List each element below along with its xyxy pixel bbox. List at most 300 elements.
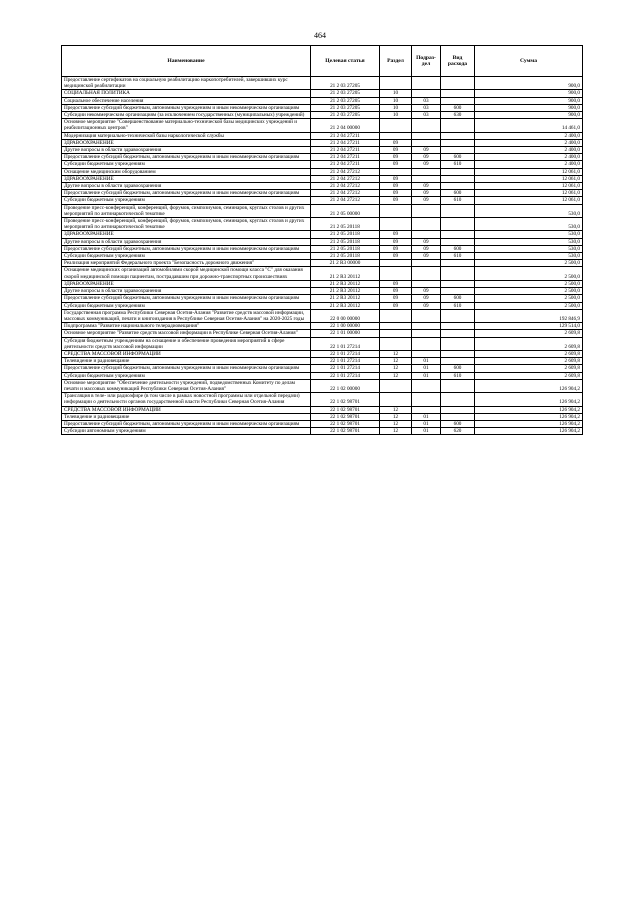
- cell-section: 09: [380, 175, 412, 182]
- cell-section: [380, 323, 412, 330]
- cell-amount: 2 400,0: [475, 139, 583, 146]
- cell-expense-type: [441, 337, 475, 350]
- cell-subsection: [412, 330, 441, 337]
- cell-expense-type: [441, 413, 475, 420]
- cell-section: [380, 267, 412, 280]
- cell-subsection: 09: [412, 183, 441, 190]
- cell-section: [380, 260, 412, 267]
- cell-expense-type: [441, 175, 475, 182]
- cell-amount: 126 904,2: [475, 413, 583, 420]
- cell-subsection: 01: [412, 372, 441, 379]
- table-row: [62, 295, 583, 302]
- cell-expense-type: 620: [441, 428, 475, 435]
- cell-subsection: 09: [412, 190, 441, 197]
- cell-section: 09: [380, 190, 412, 197]
- cell-amount: 530,0: [475, 231, 583, 238]
- cell-expense-type: [441, 288, 475, 295]
- cell-subsection: 09: [412, 302, 441, 309]
- cell-section: 09: [380, 280, 412, 287]
- cell-section: 09: [380, 295, 412, 302]
- table-row: [62, 260, 583, 267]
- cell-section: 09: [380, 147, 412, 154]
- table-row: [62, 238, 583, 245]
- table-row: [62, 132, 583, 139]
- table-row: [62, 323, 583, 330]
- header-amount: Сумма: [475, 46, 583, 77]
- table-row: [62, 161, 583, 168]
- cell-subsection: 03: [412, 97, 441, 104]
- cell-section: 10: [380, 112, 412, 119]
- cell-amount: 2 609,8: [475, 358, 583, 365]
- cell-code: 22 1 01 27214: [311, 365, 380, 372]
- cell-code: 21 2 04 27211: [311, 147, 380, 154]
- cell-expense-type: [441, 97, 475, 104]
- cell-amount: 2 500,0: [475, 267, 583, 280]
- cell-name: Субсидии бюджетным учреждениям: [62, 253, 311, 260]
- cell-section: 09: [380, 161, 412, 168]
- cell-amount: 2 400,0: [475, 132, 583, 139]
- cell-name: Субсидии бюджетным учреждениям: [62, 372, 311, 379]
- cell-section: 12: [380, 365, 412, 372]
- cell-expense-type: [441, 323, 475, 330]
- cell-name: СОЦИАЛЬНАЯ ПОЛИТИКА: [62, 90, 311, 97]
- cell-code: 21 2 R3 20112: [311, 288, 380, 295]
- cell-name: Модернизация материально-технической базы наркологической службы: [62, 132, 311, 139]
- cell-name: Другие вопросы в области здравоохранения: [62, 183, 311, 190]
- table-row: [62, 288, 583, 295]
- table-row: [62, 337, 583, 350]
- table-row: [62, 420, 583, 427]
- cell-section: 09: [380, 253, 412, 260]
- cell-subsection: 01: [412, 420, 441, 427]
- cell-section: [380, 393, 412, 406]
- cell-code: 21 2 04 27211: [311, 132, 380, 139]
- cell-name: Предоставление субсидий бюджетным, автономным учреждениям и иным некоммерческим организациям: [62, 104, 311, 111]
- cell-section: [380, 132, 412, 139]
- cell-expense-type: [441, 309, 475, 322]
- cell-amount: 530,0: [475, 204, 583, 217]
- cell-code: 21 2 R3 20112: [311, 267, 380, 280]
- cell-subsection: [412, 323, 441, 330]
- cell-expense-type: 610: [441, 372, 475, 379]
- cell-subsection: [412, 280, 441, 287]
- cell-name: Проведение пресс-конференций, конференций, форумов, симпозиумов, семинаров, круглых столов и других мероприятий по антинаркотической тематике: [62, 204, 311, 217]
- cell-code: 22 1 00 00000: [311, 323, 380, 330]
- cell-section: [380, 168, 412, 175]
- cell-name: ЗДРАВООХРАНЕНИЕ: [62, 139, 311, 146]
- table-row: [62, 97, 583, 104]
- cell-code: 21 2 04 27211: [311, 154, 380, 161]
- cell-name: СРЕДСТВА МАССОВОЙ ИНФОРМАЦИИ: [62, 406, 311, 413]
- cell-name: Предоставление сертификатов на социальную реабилитацию наркопотребителей, завершивших курс медицинской реабилитации: [62, 77, 311, 90]
- cell-code: 21 2 04 27212: [311, 183, 380, 190]
- cell-code: 21 2 R3 00000: [311, 260, 380, 267]
- cell-expense-type: [441, 77, 475, 90]
- cell-amount: 530,0: [475, 253, 583, 260]
- cell-subsection: 09: [412, 161, 441, 168]
- table-row: [62, 350, 583, 357]
- cell-subsection: 01: [412, 358, 441, 365]
- cell-expense-type: 600: [441, 420, 475, 427]
- cell-subsection: [412, 406, 441, 413]
- cell-expense-type: [441, 147, 475, 154]
- cell-section: 09: [380, 154, 412, 161]
- cell-expense-type: 610: [441, 197, 475, 204]
- cell-subsection: 09: [412, 147, 441, 154]
- cell-expense-type: [441, 280, 475, 287]
- cell-expense-type: [441, 139, 475, 146]
- cell-name: Предоставление субсидий бюджетным, автономным учреждениям и иным некоммерческим организациям: [62, 245, 311, 252]
- table-row: [62, 393, 583, 406]
- cell-subsection: 09: [412, 154, 441, 161]
- cell-name: Предоставление субсидий бюджетным, автономным учреждениям и иным некоммерческим организациям: [62, 365, 311, 372]
- cell-amount: 2 609,8: [475, 365, 583, 372]
- table-row: [62, 253, 583, 260]
- cell-expense-type: 600: [441, 104, 475, 111]
- cell-amount: 126 904,2: [475, 379, 583, 392]
- cell-subsection: [412, 175, 441, 182]
- cell-amount: 14 461,0: [475, 119, 583, 132]
- cell-subsection: [412, 204, 441, 217]
- cell-code: 21 2 04 27212: [311, 197, 380, 204]
- cell-name: ЗДРАВООХРАНЕНИЕ: [62, 280, 311, 287]
- cell-code: 21 2 04 27211: [311, 161, 380, 168]
- table-row: [62, 77, 583, 90]
- cell-code: 21 2 03 27205: [311, 104, 380, 111]
- cell-expense-type: [441, 267, 475, 280]
- cell-amount: 2 609,8: [475, 350, 583, 357]
- cell-section: 12: [380, 428, 412, 435]
- cell-name: Основное мероприятие "Обеспечение деятельности учреждений, подведомственных Комитету по делам печати и массовых коммуникаций Республики Северная Осетия-Алания": [62, 379, 311, 392]
- cell-subsection: 03: [412, 112, 441, 119]
- table-row: [62, 245, 583, 252]
- cell-code: 21 2 04 27212: [311, 190, 380, 197]
- cell-amount: 2 609,8: [475, 337, 583, 350]
- table-row: [62, 204, 583, 217]
- cell-subsection: [412, 119, 441, 132]
- cell-amount: 900,0: [475, 97, 583, 104]
- cell-section: [380, 119, 412, 132]
- budget-table: [61, 45, 583, 435]
- cell-expense-type: [441, 204, 475, 217]
- cell-name: СРЕДСТВА МАССОВОЙ ИНФОРМАЦИИ: [62, 350, 311, 357]
- cell-subsection: 09: [412, 197, 441, 204]
- cell-amount: 2 500,0: [475, 302, 583, 309]
- cell-code: 22 1 01 00000: [311, 330, 380, 337]
- cell-section: 09: [380, 197, 412, 204]
- cell-code: 21 2 R3 20112: [311, 280, 380, 287]
- table-row: [62, 218, 583, 231]
- table-row: [62, 90, 583, 97]
- cell-amount: 900,0: [475, 112, 583, 119]
- cell-code: 21 2 05 20118: [311, 253, 380, 260]
- cell-name: Проведение пресс-конференций, конференций, форумов, симпозиумов, семинаров, круглых столов и других мероприятий по антинаркотической тематике: [62, 218, 311, 231]
- cell-amount: 530,0: [475, 245, 583, 252]
- cell-amount: 12 061,0: [475, 197, 583, 204]
- cell-amount: 12 061,0: [475, 183, 583, 190]
- cell-name: Предоставление субсидий бюджетным, автономным учреждениям и иным некоммерческим организациям: [62, 154, 311, 161]
- cell-section: 09: [380, 302, 412, 309]
- table-row: [62, 175, 583, 182]
- cell-section: [380, 337, 412, 350]
- cell-name: Предоставление субсидий бюджетным, автономным учреждениям и иным некоммерческим организациям: [62, 420, 311, 427]
- cell-expense-type: [441, 393, 475, 406]
- cell-amount: 2 400,0: [475, 154, 583, 161]
- cell-subsection: 09: [412, 253, 441, 260]
- cell-name: Другие вопросы в области здравоохранения: [62, 288, 311, 295]
- cell-code: 22 1 01 27214: [311, 372, 380, 379]
- cell-section: 10: [380, 104, 412, 111]
- cell-amount: 2 500,0: [475, 295, 583, 302]
- cell-code: 21 2 03 27205: [311, 97, 380, 104]
- cell-subsection: 03: [412, 104, 441, 111]
- table-row: [62, 183, 583, 190]
- table-row: [62, 139, 583, 146]
- cell-section: 12: [380, 350, 412, 357]
- table-row: [62, 190, 583, 197]
- cell-section: 09: [380, 288, 412, 295]
- cell-expense-type: [441, 260, 475, 267]
- cell-expense-type: 600: [441, 365, 475, 372]
- cell-expense-type: [441, 231, 475, 238]
- cell-name: Телевидение и радиовещание: [62, 358, 311, 365]
- table-row: [62, 104, 583, 111]
- cell-subsection: [412, 379, 441, 392]
- cell-code: 22 1 02 98701: [311, 420, 380, 427]
- cell-name: Субсидии автономным учреждениям: [62, 428, 311, 435]
- cell-code: 21 2 05 20118: [311, 231, 380, 238]
- cell-name: Другие вопросы в области здравоохранения: [62, 147, 311, 154]
- cell-amount: 900,0: [475, 104, 583, 111]
- cell-amount: 2 609,8: [475, 372, 583, 379]
- table-row: [62, 330, 583, 337]
- cell-expense-type: [441, 168, 475, 175]
- cell-section: [380, 309, 412, 322]
- cell-section: 10: [380, 90, 412, 97]
- cell-amount: 530,0: [475, 218, 583, 231]
- cell-expense-type: [441, 238, 475, 245]
- cell-section: 12: [380, 372, 412, 379]
- cell-expense-type: [441, 132, 475, 139]
- table-row: [62, 112, 583, 119]
- cell-section: 09: [380, 231, 412, 238]
- table-row: [62, 428, 583, 435]
- cell-name: Оснащение медицинским оборудованием: [62, 168, 311, 175]
- cell-name: Телевидение и радиовещание: [62, 413, 311, 420]
- cell-amount: 2 500,0: [475, 260, 583, 267]
- table-row: [62, 280, 583, 287]
- cell-name: Основное мероприятие "Развитие средств массовой информации в Республике Северная Осетия-Алания": [62, 330, 311, 337]
- table-row: [62, 231, 583, 238]
- cell-code: 21 2 03 27205: [311, 90, 380, 97]
- cell-code: 21 2 04 27212: [311, 175, 380, 182]
- table-header-row: [62, 46, 583, 77]
- cell-amount: 129 514,0: [475, 323, 583, 330]
- cell-section: 09: [380, 238, 412, 245]
- cell-subsection: [412, 267, 441, 280]
- cell-subsection: 01: [412, 428, 441, 435]
- cell-code: 21 2 R3 20112: [311, 302, 380, 309]
- cell-subsection: [412, 231, 441, 238]
- cell-name: Подпрограмма "Развитие национального телерадиовещания": [62, 323, 311, 330]
- cell-section: [380, 77, 412, 90]
- table-row: [62, 154, 583, 161]
- cell-code: 22 1 01 27214: [311, 337, 380, 350]
- table-row: [62, 119, 583, 132]
- cell-code: 22 1 02 98701: [311, 413, 380, 420]
- cell-subsection: [412, 218, 441, 231]
- cell-amount: 2 400,0: [475, 161, 583, 168]
- cell-amount: 12 061,0: [475, 175, 583, 182]
- cell-name: Основное мероприятие "Совершенствование материально-технической базы медицинских учреждений и реабилитационных центров": [62, 119, 311, 132]
- cell-name: Субсидии бюджетным учреждениям: [62, 302, 311, 309]
- table-row: [62, 413, 583, 420]
- cell-code: 22 1 02 98701: [311, 428, 380, 435]
- cell-subsection: [412, 309, 441, 322]
- cell-code: 22 1 01 27214: [311, 350, 380, 357]
- cell-expense-type: [441, 183, 475, 190]
- cell-expense-type: [441, 90, 475, 97]
- cell-section: 09: [380, 245, 412, 252]
- cell-code: 21 2 04 00000: [311, 119, 380, 132]
- table-row: [62, 197, 583, 204]
- cell-code: 21 2 03 27205: [311, 112, 380, 119]
- cell-code: 22 1 02 00000: [311, 379, 380, 392]
- cell-name: Реализация мероприятий Федерального проекта "Безопасность дорожного движения": [62, 260, 311, 267]
- table-row: [62, 379, 583, 392]
- cell-amount: 2 500,0: [475, 288, 583, 295]
- cell-expense-type: 630: [441, 112, 475, 119]
- cell-code: 21 2 05 20118: [311, 245, 380, 252]
- cell-name: Оснащение медицинских организаций автомобилями скорой медицинской помощи класса "С" для оказания скорой медицинской помощи пациентам, пострадавшим при дорожно-транспортных происшествиях: [62, 267, 311, 280]
- cell-section: 12: [380, 413, 412, 420]
- cell-amount: 900,0: [475, 77, 583, 90]
- header-name: Наименование: [62, 46, 311, 77]
- cell-expense-type: 600: [441, 295, 475, 302]
- cell-expense-type: 600: [441, 190, 475, 197]
- cell-amount: 12 061,0: [475, 190, 583, 197]
- cell-name: Предоставление субсидий бюджетным, автономным учреждениям и иным некоммерческим организациям: [62, 190, 311, 197]
- cell-subsection: [412, 350, 441, 357]
- cell-expense-type: [441, 358, 475, 365]
- cell-subsection: [412, 90, 441, 97]
- cell-section: 12: [380, 406, 412, 413]
- table-row: [62, 309, 583, 322]
- cell-code: 22 1 02 98701: [311, 406, 380, 413]
- cell-name: Субсидии некоммерческим организациям (за исключением государственных (муниципальных) учреждений): [62, 112, 311, 119]
- table-row: [62, 168, 583, 175]
- cell-expense-type: [441, 379, 475, 392]
- cell-amount: 2 400,0: [475, 147, 583, 154]
- cell-code: 22 1 01 27214: [311, 358, 380, 365]
- cell-section: 09: [380, 183, 412, 190]
- table-row: [62, 372, 583, 379]
- cell-amount: 900,0: [475, 90, 583, 97]
- cell-subsection: [412, 337, 441, 350]
- cell-code: 21 2 05 20118: [311, 218, 380, 231]
- cell-subsection: [412, 139, 441, 146]
- cell-section: 12: [380, 358, 412, 365]
- cell-name: ЗДРАВООХРАНЕНИЕ: [62, 175, 311, 182]
- header-subsection: Подраз-дел: [412, 46, 441, 77]
- cell-name: Предоставление субсидий бюджетным, автономным учреждениям и иным некоммерческим организациям: [62, 295, 311, 302]
- cell-amount: 126 904,2: [475, 428, 583, 435]
- cell-subsection: [412, 168, 441, 175]
- cell-code: 21 2 R3 20112: [311, 295, 380, 302]
- cell-amount: 12 061,0: [475, 168, 583, 175]
- cell-amount: 530,0: [475, 238, 583, 245]
- cell-code: 22 1 02 98701: [311, 393, 380, 406]
- cell-subsection: [412, 260, 441, 267]
- cell-section: 09: [380, 139, 412, 146]
- cell-subsection: 01: [412, 413, 441, 420]
- cell-name: Другие вопросы в области здравоохранения: [62, 238, 311, 245]
- cell-expense-type: 600: [441, 154, 475, 161]
- cell-expense-type: 610: [441, 161, 475, 168]
- header-section: Раздел: [380, 46, 412, 77]
- table-body: [62, 77, 583, 435]
- cell-amount: 126 904,2: [475, 420, 583, 427]
- cell-expense-type: [441, 119, 475, 132]
- cell-section: [380, 218, 412, 231]
- cell-section: 12: [380, 420, 412, 427]
- cell-code: 21 2 03 27205: [311, 77, 380, 90]
- cell-section: [380, 204, 412, 217]
- cell-subsection: 09: [412, 238, 441, 245]
- cell-amount: 126 904,2: [475, 393, 583, 406]
- cell-expense-type: 610: [441, 253, 475, 260]
- cell-subsection: [412, 393, 441, 406]
- cell-name: Субсидии бюджетным учреждениям: [62, 161, 311, 168]
- cell-amount: 2 500,0: [475, 280, 583, 287]
- cell-subsection: [412, 77, 441, 90]
- cell-code: 21 2 05 00000: [311, 204, 380, 217]
- cell-expense-type: [441, 330, 475, 337]
- cell-expense-type: [441, 350, 475, 357]
- cell-subsection: 09: [412, 288, 441, 295]
- cell-expense-type: [441, 406, 475, 413]
- cell-section: [380, 330, 412, 337]
- cell-name: Государственная программа Республики Северная Осетия-Алания "Развитие средств массовой информации, массовых коммуникаций, печати и книгоиздания в Республике Северная Осетия-Алания" на 2020-2025 годы: [62, 309, 311, 322]
- page-number: 464: [314, 31, 326, 40]
- table-row: [62, 365, 583, 372]
- cell-subsection: [412, 132, 441, 139]
- header-expense-type: Вид расхода: [441, 46, 475, 77]
- cell-expense-type: [441, 218, 475, 231]
- cell-amount: 192 846,9: [475, 309, 583, 322]
- cell-name: Субсидия бюджетным учреждениям на оснащение и обеспечение проведения мероприятий в сфере деятельности средств массовой информации: [62, 337, 311, 350]
- cell-name: Социальное обеспечение населения: [62, 97, 311, 104]
- cell-name: Субсидии бюджетным учреждениям: [62, 197, 311, 204]
- cell-amount: 126 904,2: [475, 406, 583, 413]
- table-row: [62, 302, 583, 309]
- header-code: Целевая статья: [311, 46, 380, 77]
- cell-section: [380, 379, 412, 392]
- table-row: [62, 147, 583, 154]
- table-row: [62, 358, 583, 365]
- cell-subsection: 09: [412, 295, 441, 302]
- cell-name: Трансляция в теле- или радиоэфире (в том числе в рамках новостной программы или отдельной передачи) информации о деятельности органов государственной власти Республики Северная Осетия-Алания: [62, 393, 311, 406]
- cell-subsection: 09: [412, 245, 441, 252]
- cell-code: 21 2 05 20118: [311, 238, 380, 245]
- cell-subsection: 01: [412, 365, 441, 372]
- cell-amount: 2 609,8: [475, 330, 583, 337]
- cell-code: 22 0 00 00000: [311, 309, 380, 322]
- cell-name: ЗДРАВООХРАНЕНИЕ: [62, 231, 311, 238]
- table-row: [62, 267, 583, 280]
- cell-expense-type: 600: [441, 245, 475, 252]
- cell-section: 10: [380, 97, 412, 104]
